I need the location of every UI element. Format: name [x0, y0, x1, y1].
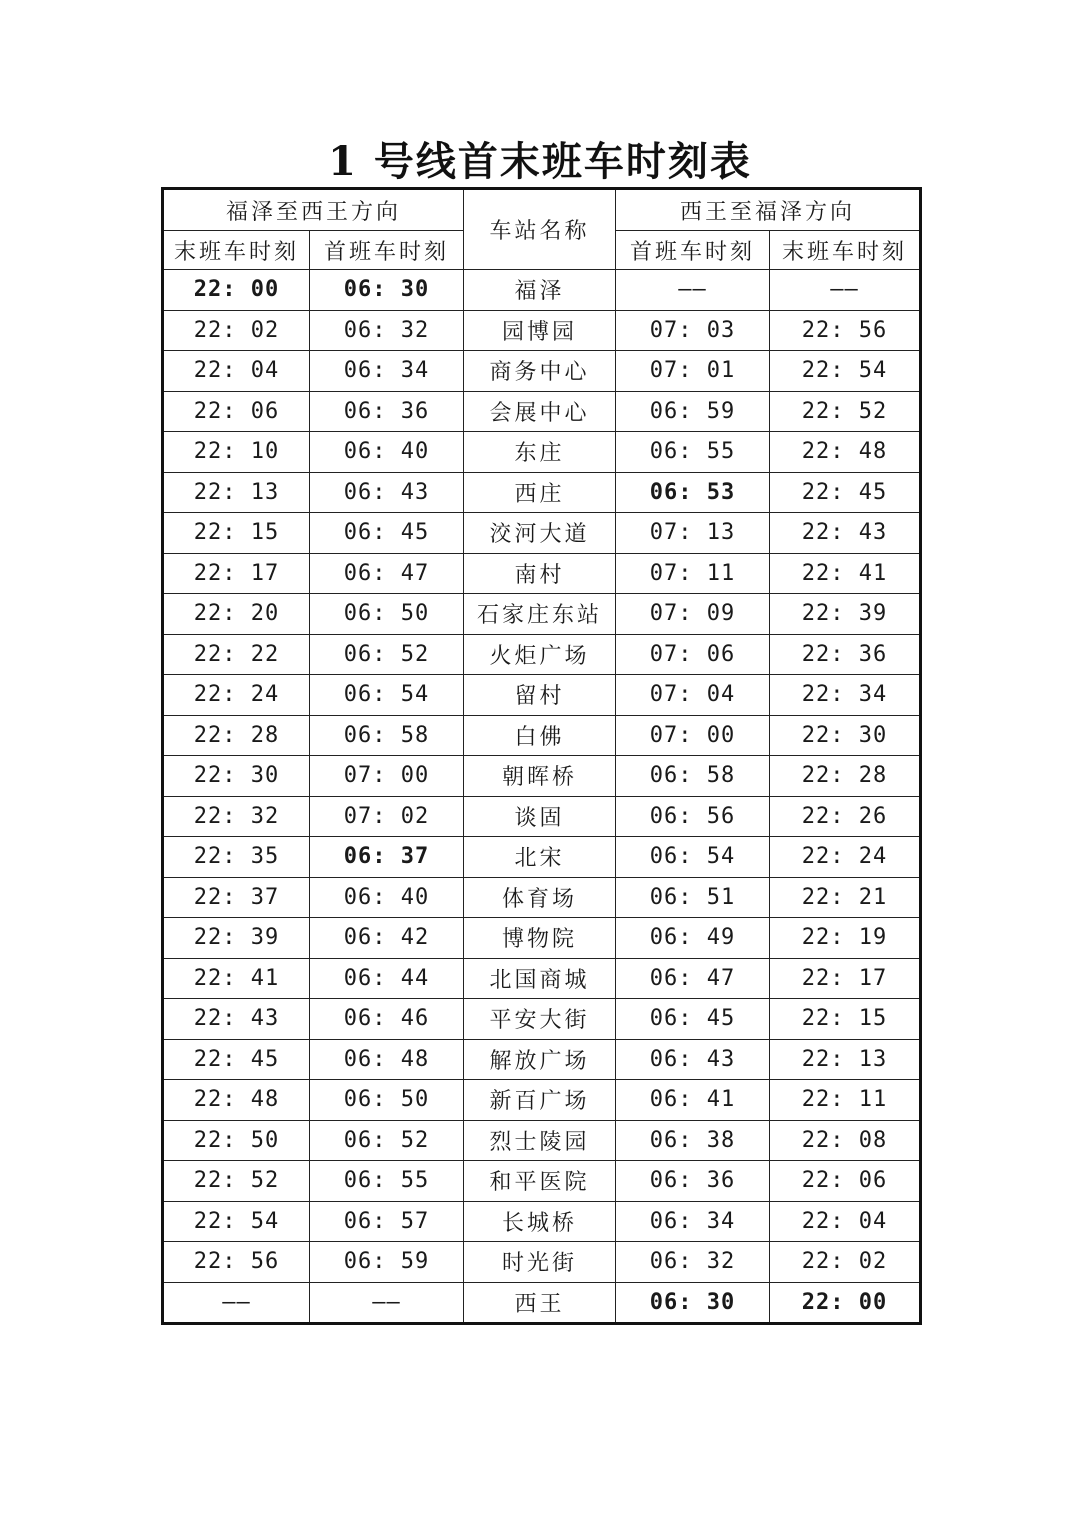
- left-first-train-time: 06: 58: [310, 715, 464, 756]
- station-name: 长城桥: [464, 1201, 616, 1242]
- right-first-train-time: 06: 47: [616, 958, 770, 999]
- right-last-train-time: ——: [770, 270, 921, 311]
- station-name: 解放广场: [464, 1039, 616, 1080]
- station-name: 火炬广场: [464, 634, 616, 675]
- left-first-train-time: 07: 00: [310, 756, 464, 797]
- right-first-train-time: 06: 41: [616, 1080, 770, 1121]
- station-name: 北国商城: [464, 958, 616, 999]
- right-first-train-time: 07: 06: [616, 634, 770, 675]
- left-first-train-time: ——: [310, 1282, 464, 1324]
- station-name: 福泽: [464, 270, 616, 311]
- left-first-train-time: 06: 45: [310, 513, 464, 554]
- header-left-last-train: 末班车时刻: [163, 231, 310, 270]
- station-name: 西庄: [464, 472, 616, 513]
- table-row: [163, 634, 921, 675]
- right-last-train-time: 22: 45: [770, 472, 921, 513]
- left-last-train-time: 22: 45: [163, 1039, 310, 1080]
- right-first-train-time: 06: 34: [616, 1201, 770, 1242]
- right-last-train-time: 22: 54: [770, 351, 921, 392]
- right-last-train-time: 22: 02: [770, 1242, 921, 1283]
- station-name: 西王: [464, 1282, 616, 1324]
- left-last-train-time: 22: 37: [163, 877, 310, 918]
- right-last-train-time: 22: 08: [770, 1120, 921, 1161]
- table-row: [163, 1039, 921, 1080]
- left-first-train-time: 06: 34: [310, 351, 464, 392]
- station-name: 会展中心: [464, 391, 616, 432]
- right-last-train-time: 22: 52: [770, 391, 921, 432]
- left-last-train-time: 22: 56: [163, 1242, 310, 1283]
- station-name: 时光街: [464, 1242, 616, 1283]
- left-last-train-time: ——: [163, 1282, 310, 1324]
- left-last-train-time: 22: 02: [163, 310, 310, 351]
- station-name: 北宋: [464, 837, 616, 878]
- right-last-train-time: 22: 39: [770, 594, 921, 635]
- right-first-train-time: 06: 30: [616, 1282, 770, 1324]
- right-first-train-time: 06: 49: [616, 918, 770, 959]
- left-first-train-time: 06: 32: [310, 310, 464, 351]
- left-first-train-time: 06: 52: [310, 1120, 464, 1161]
- left-last-train-time: 22: 50: [163, 1120, 310, 1161]
- right-first-train-time: 06: 54: [616, 837, 770, 878]
- left-last-train-time: 22: 35: [163, 837, 310, 878]
- right-first-train-time: 06: 43: [616, 1039, 770, 1080]
- right-last-train-time: 22: 17: [770, 958, 921, 999]
- right-last-train-time: 22: 15: [770, 999, 921, 1040]
- right-last-train-time: 22: 11: [770, 1080, 921, 1121]
- left-last-train-time: 22: 22: [163, 634, 310, 675]
- left-last-train-time: 22: 17: [163, 553, 310, 594]
- table-row: [163, 472, 921, 513]
- header-direction-xiwang-to-fuze: 西王至福泽方向: [616, 189, 921, 231]
- right-last-train-time: 22: 24: [770, 837, 921, 878]
- header-station-name: 车站名称: [464, 189, 616, 270]
- table-row: [163, 1120, 921, 1161]
- header-right-last-train: 末班车时刻: [770, 231, 921, 270]
- right-first-train-time: 07: 11: [616, 553, 770, 594]
- right-first-train-time: ——: [616, 270, 770, 311]
- left-last-train-time: 22: 10: [163, 432, 310, 473]
- table-row: [163, 796, 921, 837]
- table-row: [163, 1161, 921, 1202]
- left-first-train-time: 06: 43: [310, 472, 464, 513]
- right-last-train-time: 22: 21: [770, 877, 921, 918]
- right-last-train-time: 22: 00: [770, 1282, 921, 1324]
- station-name: 博物院: [464, 918, 616, 959]
- table-row: [163, 958, 921, 999]
- table-row: [163, 391, 921, 432]
- left-first-train-time: 06: 47: [310, 553, 464, 594]
- right-last-train-time: 22: 36: [770, 634, 921, 675]
- right-last-train-time: 22: 30: [770, 715, 921, 756]
- table-row: [163, 270, 921, 311]
- right-first-train-time: 06: 53: [616, 472, 770, 513]
- left-last-train-time: 22: 24: [163, 675, 310, 716]
- left-first-train-time: 06: 52: [310, 634, 464, 675]
- right-first-train-time: 06: 59: [616, 391, 770, 432]
- right-first-train-time: 06: 58: [616, 756, 770, 797]
- table-row: [163, 1282, 921, 1324]
- station-name: 商务中心: [464, 351, 616, 392]
- right-first-train-time: 07: 01: [616, 351, 770, 392]
- right-first-train-time: 07: 04: [616, 675, 770, 716]
- right-first-train-time: 07: 13: [616, 513, 770, 554]
- table-row: [163, 756, 921, 797]
- table-row: [163, 1080, 921, 1121]
- station-name: 石家庄东站: [464, 594, 616, 635]
- station-name: 洨河大道: [464, 513, 616, 554]
- left-first-train-time: 06: 44: [310, 958, 464, 999]
- right-last-train-time: 22: 48: [770, 432, 921, 473]
- table-row: [163, 513, 921, 554]
- table-row: [163, 1242, 921, 1283]
- left-last-train-time: 22: 28: [163, 715, 310, 756]
- left-last-train-time: 22: 43: [163, 999, 310, 1040]
- header-direction-fuze-to-xiwang: 福泽至西王方向: [163, 189, 464, 231]
- station-name: 白佛: [464, 715, 616, 756]
- station-name: 留村: [464, 675, 616, 716]
- right-last-train-time: 22: 06: [770, 1161, 921, 1202]
- left-first-train-time: 06: 46: [310, 999, 464, 1040]
- right-first-train-time: 06: 45: [616, 999, 770, 1040]
- table-row: [163, 999, 921, 1040]
- station-name: 朝晖桥: [464, 756, 616, 797]
- right-first-train-time: 06: 51: [616, 877, 770, 918]
- right-first-train-time: 07: 03: [616, 310, 770, 351]
- header-left-first-train: 首班车时刻: [310, 231, 464, 270]
- right-last-train-time: 22: 43: [770, 513, 921, 554]
- left-first-train-time: 06: 54: [310, 675, 464, 716]
- right-first-train-time: 06: 32: [616, 1242, 770, 1283]
- table-row: [163, 715, 921, 756]
- right-first-train-time: 07: 00: [616, 715, 770, 756]
- table-row: [163, 310, 921, 351]
- left-first-train-time: 06: 36: [310, 391, 464, 432]
- right-first-train-time: 07: 09: [616, 594, 770, 635]
- left-first-train-time: 06: 37: [310, 837, 464, 878]
- right-last-train-time: 22: 04: [770, 1201, 921, 1242]
- left-first-train-time: 06: 50: [310, 1080, 464, 1121]
- timetable-title: 1 号线首末班车时刻表: [328, 138, 752, 185]
- left-last-train-time: 22: 15: [163, 513, 310, 554]
- left-first-train-time: 06: 50: [310, 594, 464, 635]
- left-first-train-time: 06: 48: [310, 1039, 464, 1080]
- right-last-train-time: 22: 28: [770, 756, 921, 797]
- table-row: [163, 594, 921, 635]
- left-last-train-time: 22: 32: [163, 796, 310, 837]
- left-first-train-time: 06: 40: [310, 877, 464, 918]
- station-name: 南村: [464, 553, 616, 594]
- right-first-train-time: 06: 56: [616, 796, 770, 837]
- left-first-train-time: 06: 59: [310, 1242, 464, 1283]
- left-last-train-time: 22: 41: [163, 958, 310, 999]
- station-name: 烈士陵园: [464, 1120, 616, 1161]
- left-first-train-time: 06: 55: [310, 1161, 464, 1202]
- left-last-train-time: 22: 39: [163, 918, 310, 959]
- station-name: 体育场: [464, 877, 616, 918]
- right-last-train-time: 22: 34: [770, 675, 921, 716]
- right-first-train-time: 06: 38: [616, 1120, 770, 1161]
- left-last-train-time: 22: 04: [163, 351, 310, 392]
- table-row: [163, 918, 921, 959]
- station-name: 和平医院: [464, 1161, 616, 1202]
- left-first-train-time: 06: 57: [310, 1201, 464, 1242]
- left-last-train-time: 22: 06: [163, 391, 310, 432]
- right-last-train-time: 22: 13: [770, 1039, 921, 1080]
- left-first-train-time: 07: 02: [310, 796, 464, 837]
- right-last-train-time: 22: 41: [770, 553, 921, 594]
- station-name: 东庄: [464, 432, 616, 473]
- left-first-train-time: 06: 42: [310, 918, 464, 959]
- table-row: [163, 1201, 921, 1242]
- right-last-train-time: 22: 56: [770, 310, 921, 351]
- header-right-first-train: 首班车时刻: [616, 231, 770, 270]
- left-last-train-time: 22: 48: [163, 1080, 310, 1121]
- table-row: [163, 432, 921, 473]
- station-name: 园博园: [464, 310, 616, 351]
- table-row: [163, 553, 921, 594]
- left-last-train-time: 22: 30: [163, 756, 310, 797]
- timetable: [161, 187, 922, 1325]
- left-last-train-time: 22: 52: [163, 1161, 310, 1202]
- right-last-train-time: 22: 19: [770, 918, 921, 959]
- right-first-train-time: 06: 55: [616, 432, 770, 473]
- left-last-train-time: 22: 00: [163, 270, 310, 311]
- station-name: 平安大街: [464, 999, 616, 1040]
- left-last-train-time: 22: 13: [163, 472, 310, 513]
- left-first-train-time: 06: 30: [310, 270, 464, 311]
- right-last-train-time: 22: 26: [770, 796, 921, 837]
- table-row: [163, 675, 921, 716]
- left-last-train-time: 22: 20: [163, 594, 310, 635]
- right-first-train-time: 06: 36: [616, 1161, 770, 1202]
- table-row: [163, 837, 921, 878]
- left-last-train-time: 22: 54: [163, 1201, 310, 1242]
- header-row-groups: [163, 189, 921, 231]
- station-name: 新百广场: [464, 1080, 616, 1121]
- table-row: [163, 351, 921, 392]
- station-name: 谈固: [464, 796, 616, 837]
- table-row: [163, 877, 921, 918]
- left-first-train-time: 06: 40: [310, 432, 464, 473]
